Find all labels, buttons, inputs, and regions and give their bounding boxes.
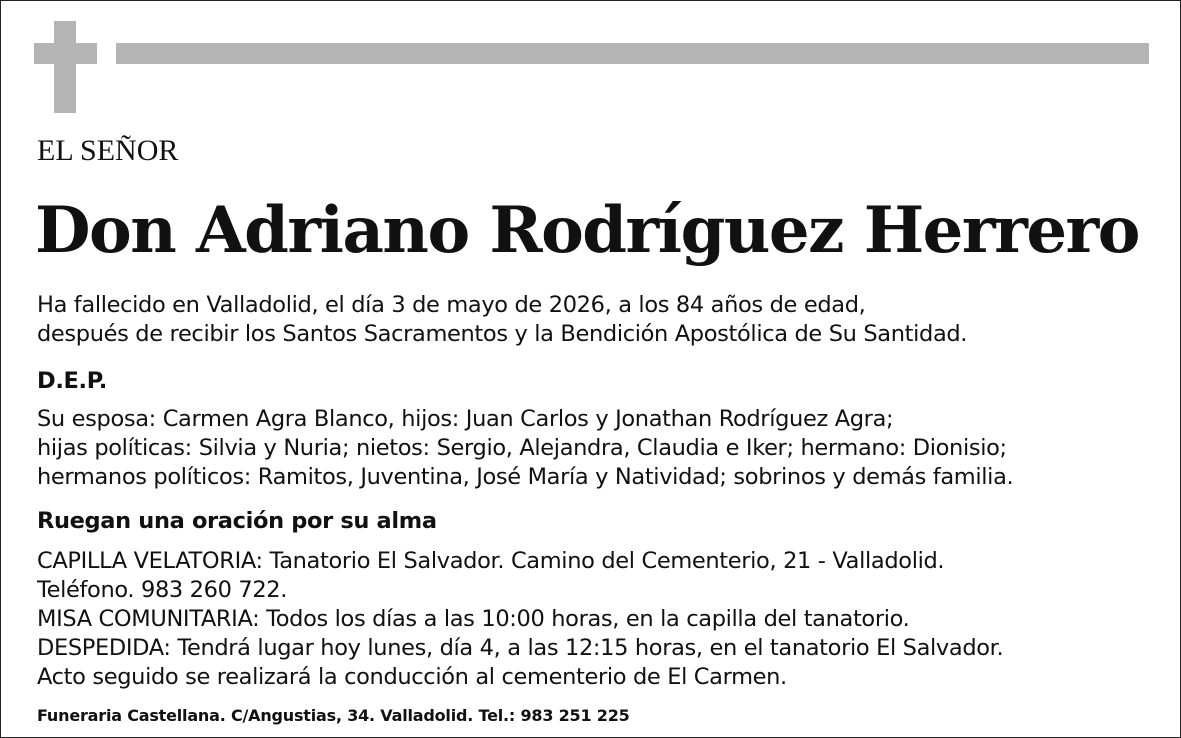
services-line: DESPEDIDA: Tendrá lugar hoy lunes, día 4, a las 12:15 horas, en el tanatorio El Salvador. [37,635,1004,661]
announcement-line: después de recibir los Santos Sacramentos y la Bendición Apostólica de Su Santidad. [37,321,968,347]
services-line: CAPILLA VELATORIA: Tanatorio El Salvador. Camino del Cementerio, 21 - Valladolid. [37,548,945,574]
family-line: Su esposa: Carmen Agra Blanco, hijos: Juan Carlos y Jonathan Rodríguez Agra; [37,406,894,432]
family-text [37,405,1013,492]
services-line: Teléfono. 983 260 722. [37,577,288,603]
services-line: Acto seguido se realizará la conducción al cementerio de El Carmen. [37,664,787,690]
prayer-request: Ruegan una oración por su alma [37,508,437,534]
funeral-home-footer: Funeraria Castellana. C/Angustias, 34. Valladolid. Tel.: 983 251 225 [37,706,630,725]
services-text [37,547,1003,692]
announcement-line: Ha fallecido en Valladolid, el día 3 de mayo de 2026, a los 84 años de edad, [37,292,866,318]
deceased-name: Don Adriano Rodríguez Herrero [35,193,1139,268]
honorific-label: EL SEÑOR [37,134,179,167]
services-line: MISA COMUNITARIA: Todos los días a las 10:00 horas, en la capilla del tanatorio. [37,606,910,632]
cross-icon-horizontal [34,43,97,64]
announcement-text [37,291,967,349]
header-rule [116,43,1149,64]
family-line: hermanos políticos: Ramitos, Juventina, José María y Natividad; sobrinos y demás familia. [37,464,1014,490]
dep-label: D.E.P. [37,368,107,394]
cross-icon-vertical [54,21,76,113]
family-line: hijas políticas: Silvia y Nuria; nietos: Sergio, Alejandra, Claudia e Iker; hermano: Dionisio; [37,435,1007,461]
